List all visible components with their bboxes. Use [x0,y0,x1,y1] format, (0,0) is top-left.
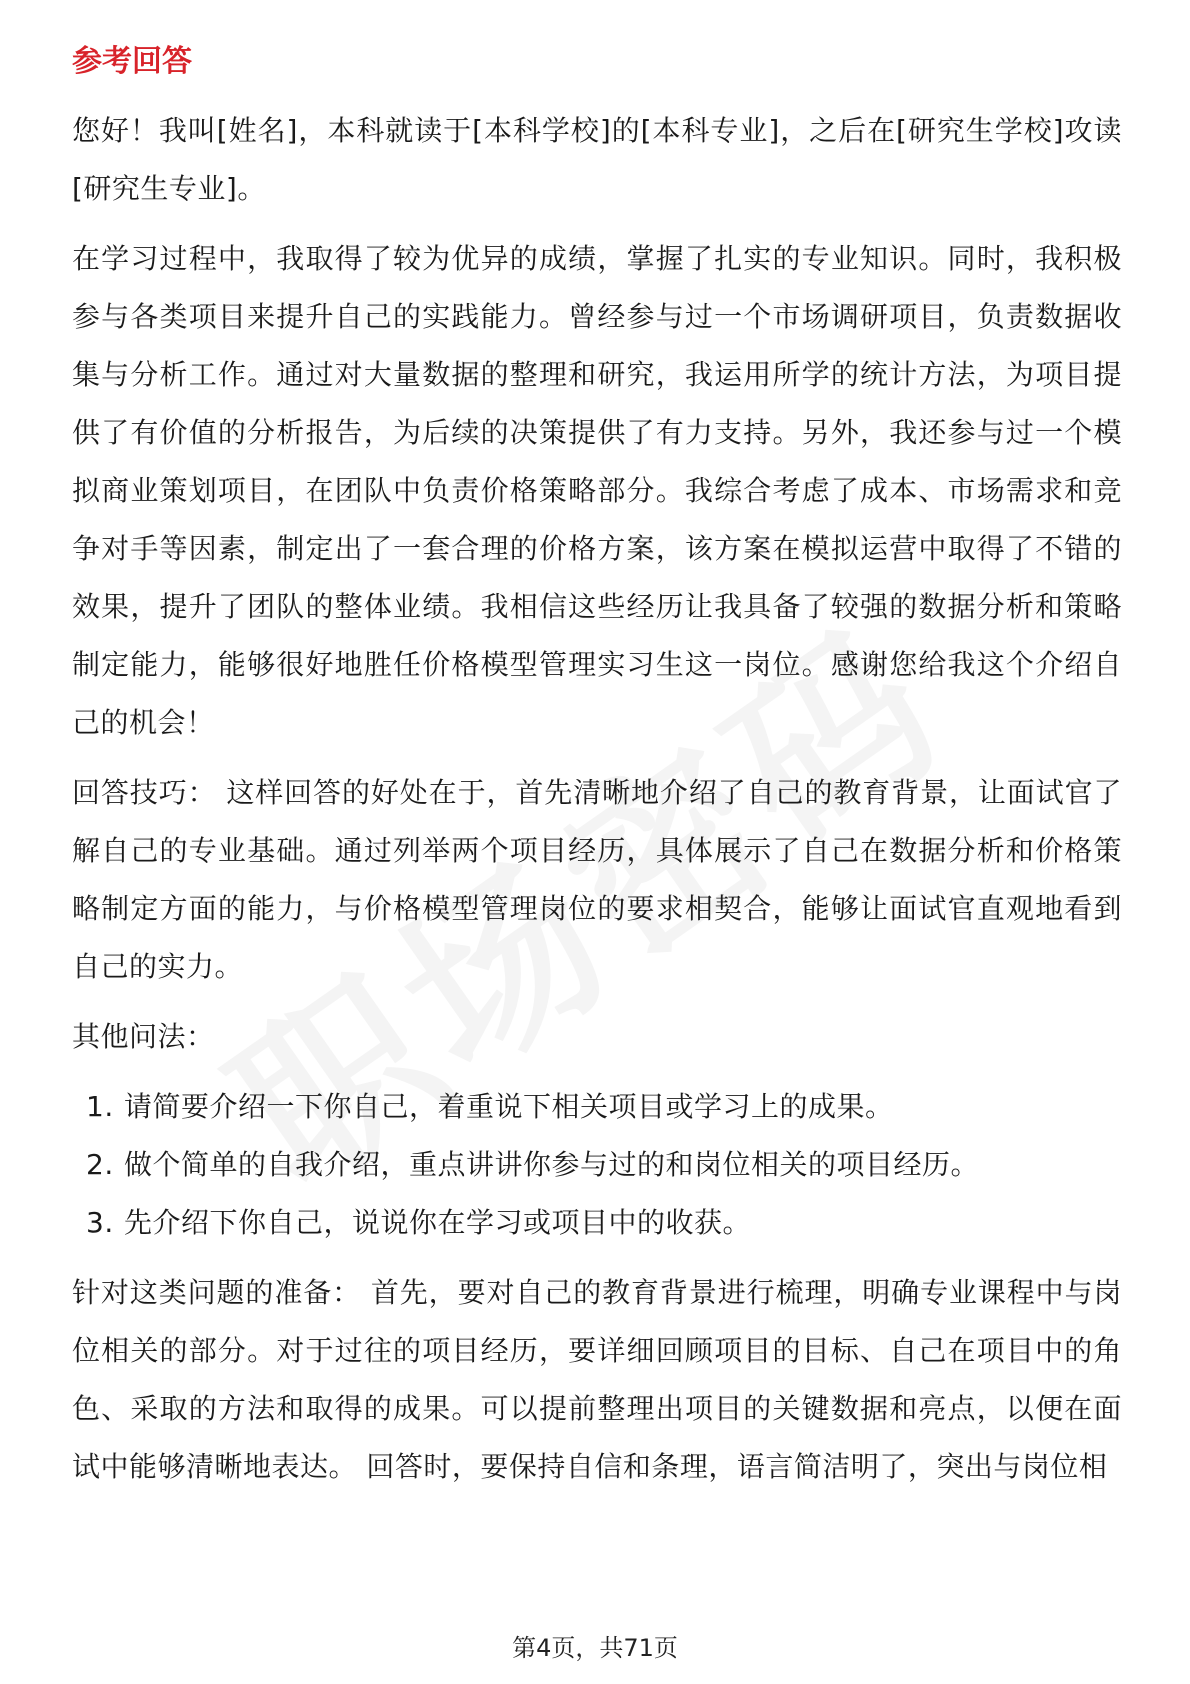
list-item-number: 3. [86,1206,114,1239]
list-item [72,1136,1122,1194]
experience-paragraph: 在学习过程中，我取得了较为优异的成绩，掌握了扎实的专业知识。同时，我积极参与各类项目来提升自己的实践能力。曾经参与过一个市场调研项目，负责数据收集与分析工作。通过对大量数据的整理和研究，我运用所学的统计方法，为项目提供了有价值的分析报告，为后续的决策提供了有力支持。另外，我还参与过一个模拟商业策划项目，在团队中负责价格策略部分。我综合考虑了成本、市场需求和竞争对手等因素，制定出了一套合理的价格方案，该方案在模拟运营中取得了不错的效果，提升了团队的整体业绩。我相信这些经历让我具备了较强的数据分析和策略制定能力，能够很好地胜任价格模型管理实习生这一岗位。感谢您给我这个介绍自己的机会！ [72,242,1122,739]
page-footer: 第4页，共71页 [512,1634,678,1662]
tips-paragraph: 回答技巧： 这样回答的好处在于，首先清晰地介绍了自己的教育背景，让面试官了解自己的专业基础。通过列举两个项目经历，具体展示了自己在数据分析和价格策略制定方面的能力，与价格模型管理岗位的要求相契合，能够让面试官直观地看到自己的实力。 [72,776,1122,983]
list-item-number: 1. [86,1090,114,1123]
list-item-text: 请简要介绍一下你自己，着重说下相关项目或学习上的成果。 [124,1090,894,1123]
other-questions-heading: 其他问法： [72,1020,215,1053]
list-item-text: 先介绍下你自己，说说你在学习或项目中的收获。 [124,1206,752,1239]
preparation-paragraph: 针对这类问题的准备： 首先，要对自己的教育背景进行梳理，明确专业课程中与岗位相关的部分。对于过往的项目经历，要详细回顾项目的目标、自己在项目中的角色、采取的方法和取得的成果。可以提前整理出项目的关键数据和亮点，以便在面试中能够清晰地表达。 回答时，要保持自信和条理，语言简洁明了，突出与岗位相 [72,1276,1122,1483]
list-item-number: 2. [86,1148,114,1181]
list-item-text: 做个简单的自我介绍，重点讲讲你参与过的和岗位相关的项目经历。 [124,1148,980,1181]
intro-paragraph: 您好！我叫[姓名]，本科就读于[本科学校]的[本科专业]，之后在[研究生学校]攻读[研究生专业]。 [72,114,1122,205]
other-questions-list [72,1078,1122,1252]
list-item [72,1078,1122,1136]
document-page [72,40,1122,1508]
list-item [72,1194,1122,1252]
section-title: 参考回答 [72,44,192,79]
